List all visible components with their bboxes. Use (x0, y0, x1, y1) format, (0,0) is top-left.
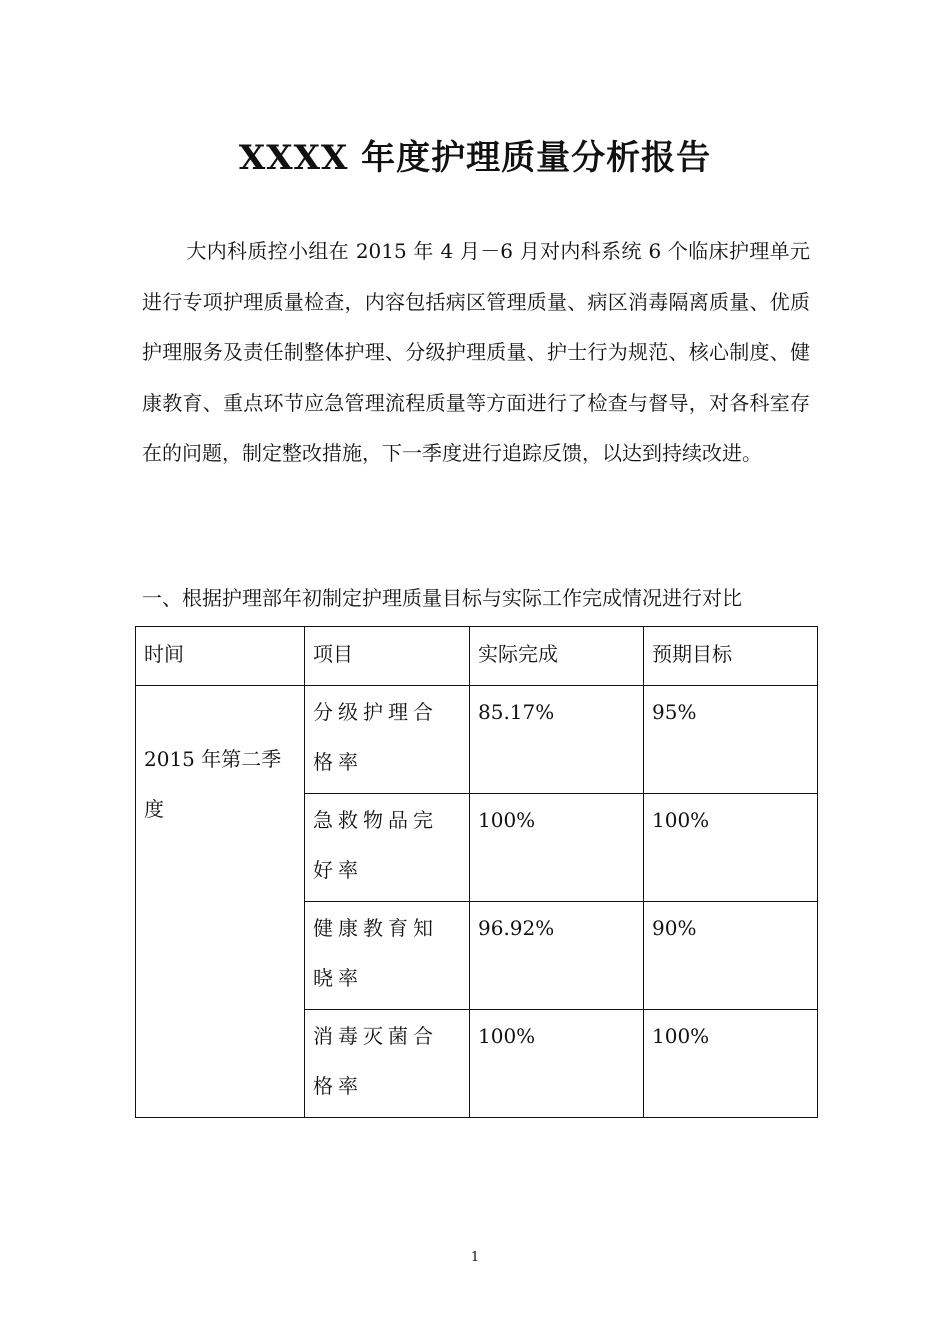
period-cell: 2015 年第二季度 (136, 686, 305, 1118)
item-cell: 健康教育知晓率 (305, 902, 470, 1010)
section-heading: 一、根据护理部年初制定护理质量目标与实际工作完成情况进行对比 (142, 586, 742, 610)
header-target: 预期目标 (644, 627, 818, 686)
document-title: XXXX 年度护理质量分析报告 (238, 138, 712, 178)
actual-cell: 85.17% (470, 686, 644, 794)
actual-cell: 100% (470, 1010, 644, 1118)
actual-cell: 100% (470, 794, 644, 902)
intro-text: 大内科质控小组在 2015 年 4 月－6 月对内科系统 6 个临床护理单元进行专项护理质量检查，内容包括病区管理质量、病区消毒隔离质量、优质护理服务及责任制整体护理、分级护理质量、护士行为规范、核心制度、健康教育、重点环节应急管理流程质量等方面进行了检查与督导，对各科室存在的问题，制定整改措施，下一季度进行追踪反馈，以达到持续改进。 (142, 239, 810, 465)
target-cell: 95% (644, 686, 818, 794)
table-row (136, 686, 818, 794)
intro-paragraph (142, 226, 810, 479)
header-item: 项目 (305, 627, 470, 686)
target-cell: 90% (644, 902, 818, 1010)
comparison-table (135, 626, 818, 1118)
header-time: 时间 (136, 627, 305, 686)
page-number: 1 (470, 1250, 480, 1265)
item-cell: 急救物品完好率 (305, 794, 470, 902)
actual-cell: 96.92% (470, 902, 644, 1010)
table-header-row (136, 627, 818, 686)
target-cell: 100% (644, 1010, 818, 1118)
target-cell: 100% (644, 794, 818, 902)
item-cell: 消毒灭菌合格率 (305, 1010, 470, 1118)
header-actual: 实际完成 (470, 627, 644, 686)
item-cell: 分级护理合格率 (305, 686, 470, 794)
